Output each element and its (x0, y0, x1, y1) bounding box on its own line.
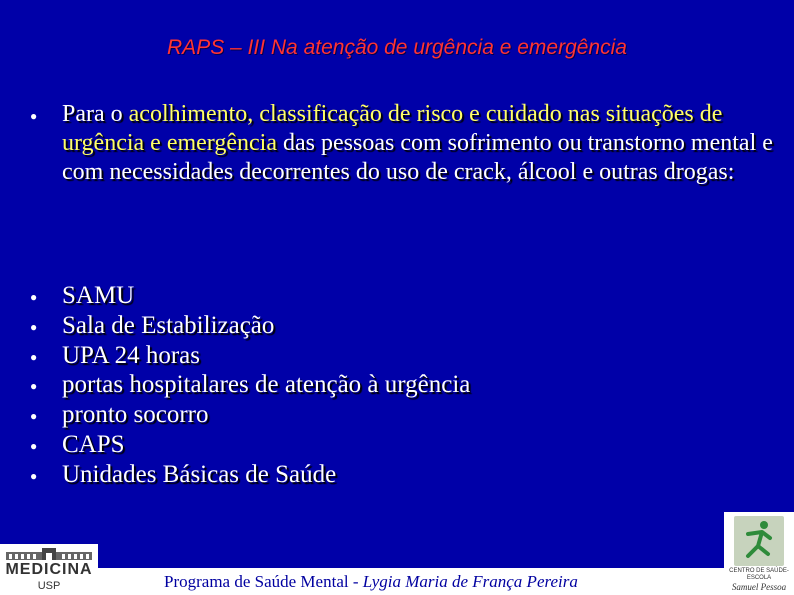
list-item-label: SAMU (62, 282, 135, 309)
bullet-icon: ● (30, 349, 38, 364)
samuel-pessoa-logo-text: Samuel Pessoa (731, 582, 787, 592)
list-item (30, 430, 770, 460)
list-item-label: CAPS (62, 430, 125, 458)
footer-bar (98, 568, 724, 595)
intro-part1: Para o (62, 101, 129, 127)
list-item (30, 341, 770, 371)
bullet-icon: ● (30, 468, 38, 483)
list-item (30, 311, 770, 341)
runner-figure-icon (734, 516, 784, 566)
list-item-label: portas hospitalares de atenção à urgência (62, 371, 471, 399)
bullet-icon: ● (30, 438, 38, 453)
footer-program: Programa de Saúde Mental - (164, 572, 363, 591)
list-item-label: Unidades Básicas de Saúde (62, 460, 337, 488)
intro-paragraph (30, 100, 780, 187)
list-item (30, 370, 770, 400)
list-item-label: UPA 24 horas (62, 341, 200, 369)
medicina-usp-logo (0, 544, 98, 595)
list-item-label: Sala de Estabilização (62, 311, 275, 339)
list-item (30, 281, 770, 311)
building-icon (6, 548, 92, 560)
intro-part2: das pessoas com sofrimento ou transtorno mental e com necessidades decorrentes do uso de crack, álcool e outras drogas: (62, 130, 773, 185)
bullet-icon: ● (30, 290, 38, 304)
bullet-icon: ● (30, 379, 38, 394)
usp-logo-text: USP (37, 580, 61, 592)
list-item (30, 400, 770, 430)
slide-title: RAPS – III Na atenção de urgência e emergência (167, 36, 627, 59)
bullet-icon: ● (30, 109, 38, 123)
list-item (30, 460, 770, 490)
intro-highlight: acolhimento, classificação de risco e cuidado nas situações de urgência e emergência (62, 101, 723, 156)
medicina-logo-text: MEDICINA (5, 561, 93, 578)
footer-author: Lygia Maria de França Pereira (362, 572, 578, 591)
footer-text (164, 572, 578, 592)
intro-text (62, 100, 780, 187)
centro-logo-text: CENTRO DE SAÚDE-ESCOLA (729, 568, 789, 581)
services-list (30, 281, 770, 490)
bullet-icon: ● (30, 319, 38, 334)
centro-saude-escola-logo (724, 512, 794, 595)
bullet-icon: ● (30, 409, 38, 424)
list-item-label: pronto socorro (62, 401, 209, 429)
